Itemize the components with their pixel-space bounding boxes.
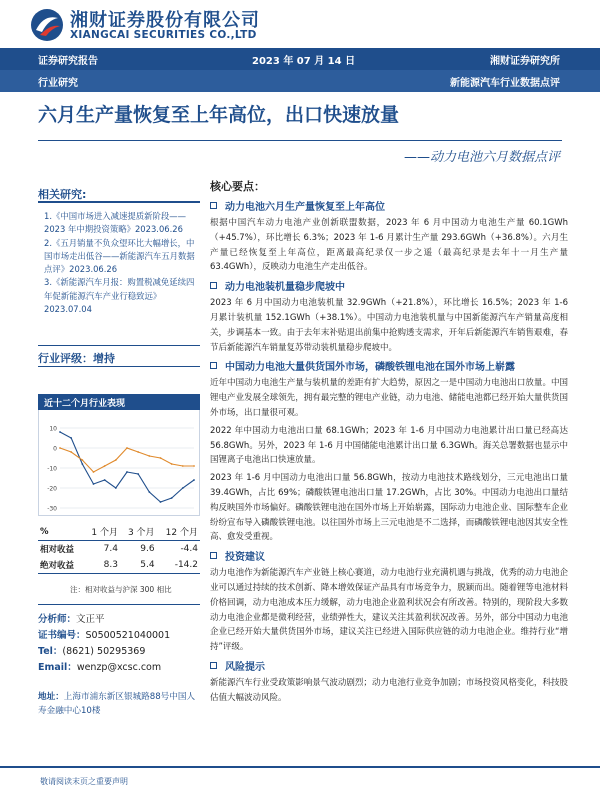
chart-data-point xyxy=(148,491,150,493)
chart-data-point xyxy=(70,437,72,439)
section-heading: 中国动力电池大量供货国外市场，磷酸铁锂电池在国外市场上崭露 xyxy=(210,358,568,373)
report-series: 新能源汽车行业数据点评 xyxy=(450,78,560,89)
chart-data-point xyxy=(59,431,61,433)
paragraph: 动力电池作为新能源汽车产业链上核心赛道，动力电池行业充满机遇与挑战，优秀的动力电池企业可以通过持续的技术创新、降本增效保证产品具有市场竞争力，脱颖而出。随着锂等电池材料价格回调，动力电池成本压力缓解，动力电池企业盈利状况会有所改善。特别的，现阶段大多数动力电池企业都是微利经营，业绩弹性大，建议关注其盈利状况改善。另外，部分中国动力电池企业已经开始大量供货国外市场，建议关注已经进入国际供应链的动力电池企业。维持行业“增持”评级。 xyxy=(210,568,568,653)
address-block xyxy=(38,690,200,718)
table-cell: 8.3 xyxy=(83,557,120,574)
related-item[interactable]: 3.《新能源汽车月报：购置税减免延续四年促新能源汽车产业行稳致远》2023.07.04 xyxy=(44,277,195,315)
chart-data-point xyxy=(137,451,139,453)
email-link[interactable]: wenzp@xcsc.com xyxy=(76,662,162,673)
header-bar-bottom xyxy=(0,70,600,92)
table-header-cell: 1 个月 xyxy=(83,523,120,541)
chart-data-point xyxy=(93,471,95,473)
chart-y-tick-label: 0 xyxy=(53,445,57,453)
table-header-cell: 3 个月 xyxy=(120,523,157,541)
chart-data-point xyxy=(59,447,61,449)
chart-data-point xyxy=(93,483,95,485)
chart-data-point xyxy=(171,497,173,499)
section-heading: 投资建议 xyxy=(210,548,568,563)
header-bar-top xyxy=(0,48,600,70)
chart-y-tick-label: 10 xyxy=(49,425,57,433)
paragraph: 近年中国动力电池生产量与装机量的差距有扩大趋势，原因之一是中国动力电池出口放量。中国锂电产业发展全球领先，拥有最完整的锂电产业链，动力电池、储能电池都已经开始大量供货国外市场，出口量很可观。 xyxy=(210,378,568,418)
chart-y-tick-label: -30 xyxy=(47,505,57,513)
company-logo-icon xyxy=(30,8,64,42)
footer-rule xyxy=(0,766,600,768)
chart-series-line xyxy=(60,432,194,502)
bullet-square-icon xyxy=(210,662,217,669)
related-item[interactable]: 1.《中国市场进入减速提质新阶段——2023 年中期投资策略》2023.06.26 xyxy=(44,211,186,235)
paragraph: 根据中国汽车动力电池产业创新联盟数据，2023 年 6 月中国动力电池生产量 60.1GWh（+45.7%），环比增长 6.3%；2023 年 1-6 月累计生产量 293.6GWh（+36.8%）。六月生产量已经恢复至上年高位，距离最高纪录仅一步之遥（最高纪录是去年十一月生产量 63.4GWh），反映动力电池生产走出低谷。 xyxy=(210,218,568,273)
address-text: 上海市浦东新区银城路88号中国人寿金融中心10楼 xyxy=(38,692,196,716)
industry-rating: 行业评级：增持 xyxy=(38,352,115,365)
chart-data-point xyxy=(182,487,184,489)
analyst-label: 分析师： xyxy=(38,614,77,625)
section-heading: 风险提示 xyxy=(210,658,568,673)
email-label: Email： xyxy=(38,662,77,673)
title-rule xyxy=(38,140,562,141)
table-cell: -14.2 xyxy=(157,557,200,574)
chart-data-point xyxy=(81,459,83,461)
chart-data-point xyxy=(81,463,83,465)
section-heading: 动力电池六月生产量恢复至上年高位 xyxy=(210,198,568,213)
performance-table-header xyxy=(38,523,200,541)
rating-rule-bottom xyxy=(38,366,200,367)
tel-label: Tel： xyxy=(38,646,63,657)
table-header-cell: 12 个月 xyxy=(157,523,200,541)
related-rule xyxy=(38,201,200,203)
related-heading: 相关研究: xyxy=(38,188,87,201)
chart-data-point xyxy=(182,465,184,467)
related-list xyxy=(44,210,200,316)
chart-y-tick-label: -10 xyxy=(47,465,57,473)
table-row xyxy=(38,541,200,558)
paragraph: 新能源汽车行业受政策影响景气波动剧烈；动力电池行业竞争加剧；市场投资风格变化，科技股估值大幅波动风险。 xyxy=(210,677,568,703)
analyst-name: 文正平 xyxy=(76,614,105,625)
cert-label: 证书编号： xyxy=(38,630,86,641)
page-title: 六月生产量恢复至上年高位，出口快速放量 xyxy=(38,104,400,126)
paragraph: 2023 年 6 月中国动力电池装机量 32.9GWh（+21.8%），环比增长 16.5%；2023 年 1-6 月累计装机量 152.1GWh（+38.1%）。中国动力电池装机量与中国新能源汽车产销量高度相关，步调基本一致。由于去年末补贴退出前集中抢购透支需求，开年后新能源汽车销售艰难，春节后新能源汽车销量复苏带动装机量稳步爬坡中。 xyxy=(210,298,568,353)
chart-data-point xyxy=(126,471,128,473)
chart-data-point xyxy=(126,447,128,449)
rating-rule-top xyxy=(38,345,200,346)
table-cell: 5.4 xyxy=(120,557,157,574)
related-item[interactable]: 2.《五月销量不负众望环比大幅增长，中国市场走出低谷——新能源汽车五月数据点评》2023.06.26 xyxy=(44,237,195,275)
chart-data-point xyxy=(160,457,162,459)
footer-disclaimer[interactable]: 敬请阅读末页之重要声明 xyxy=(40,777,128,786)
chart-data-point xyxy=(137,473,139,475)
chart-data-point xyxy=(171,463,173,465)
bullet-square-icon xyxy=(210,552,217,559)
performance-chart-title: 近十二个月行业表现 xyxy=(38,394,200,410)
tel-number: (8621) 50295369 xyxy=(62,646,146,657)
bullet-square-icon xyxy=(210,282,217,289)
table-note: 注：相对收益与沪深 300 相比 xyxy=(70,585,172,594)
table-cell: 7.4 xyxy=(103,544,118,554)
table-cell: -4.4 xyxy=(180,544,198,554)
table-cell: 9.6 xyxy=(140,544,155,554)
chart-data-point xyxy=(160,501,162,503)
cert-number: S0500521040001 xyxy=(85,630,171,641)
row-label: 相对收益 xyxy=(40,545,75,555)
chart-data-point xyxy=(115,487,117,489)
chart-data-point xyxy=(115,459,117,461)
analyst-block xyxy=(38,612,208,676)
institute-name: 湘财证券研究所 xyxy=(490,56,560,67)
core-points-heading: 核心要点： xyxy=(210,180,265,193)
paragraph: 2022 年中国动力电池出口量 68.1GWh；2023 年 1-6 月中国动力电池累计出口量已经高达 56.8GWh。另外，2023 年 1-6 月中国储能电池累计出口量 6.3GWh。海关总署数据也显示中国锂离子电池出口快速放量。 xyxy=(210,425,568,466)
table-row xyxy=(38,557,200,574)
row-label: 绝对收益 xyxy=(38,557,83,574)
bullet-square-icon xyxy=(210,202,217,209)
chart-data-point xyxy=(104,479,106,481)
report-date: 2023 年 07 月 14 日 xyxy=(252,56,356,67)
paragraph: 2023 年 1-6 月中国动力电池出口量 56.8GWh，按动力电池技术路线划分，三元电池出口量 39.4GWh，占比 69%；磷酸铁锂电池出口量 17.2GWh，占比 30%。中国动力电池出口量结构反映国外市场偏好。磷酸铁锂电池在国外市场上开始崭露，国际动力电池企业、国际整车企业纷纷宣布导入磷酸铁锂电池。以往国外市场上三元电池是不二选择，而磷酸铁锂电池因其安全性高、愈发受重视。 xyxy=(210,473,568,543)
company-name-en: XIANGCAI SECURITIES CO.,LTD xyxy=(70,29,257,41)
address-label: 地址： xyxy=(38,692,64,702)
main-content xyxy=(210,178,568,709)
section-heading: 动力电池装机量稳步爬坡中 xyxy=(210,278,568,293)
chart-data-point xyxy=(148,455,150,457)
performance-table xyxy=(38,523,200,574)
report-type: 证券研究报告 xyxy=(38,56,98,67)
table-header-cell: % xyxy=(38,523,83,541)
chart-data-point xyxy=(104,465,106,467)
analyst-rule xyxy=(38,604,200,605)
bullet-square-icon xyxy=(210,362,217,369)
chart-y-tick-label: -20 xyxy=(47,485,57,493)
company-name-cn: 湘财证券股份有限公司 xyxy=(70,10,260,31)
chart-data-point xyxy=(70,451,72,453)
report-category: 行业研究 xyxy=(38,78,78,89)
chart-data-point xyxy=(193,479,195,481)
performance-chart xyxy=(38,410,200,516)
chart-data-point xyxy=(193,465,195,467)
page-subtitle: ——动力电池六月数据点评 xyxy=(403,150,560,165)
